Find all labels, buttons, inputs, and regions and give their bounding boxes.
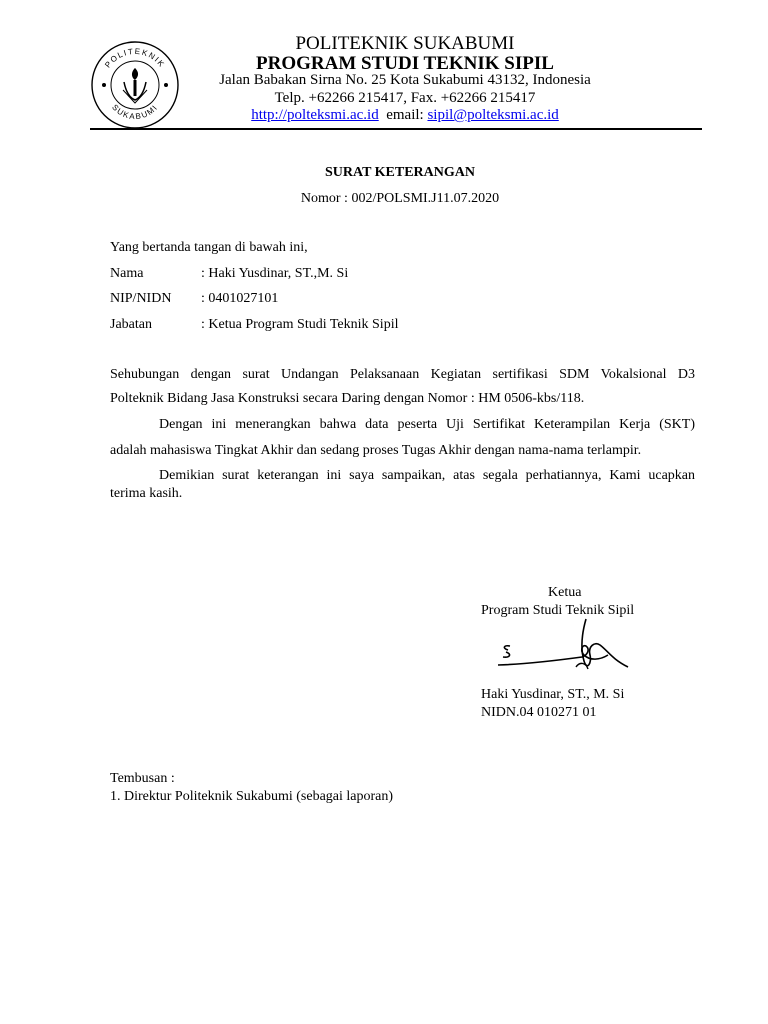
address: Jalan Babakan Sirna No. 25 Kota Sukabumi 43132, Indonesia — [219, 72, 591, 88]
email-label: email: — [386, 107, 424, 123]
field-value-position: : Ketua Program Studi Teknik Sipil — [201, 317, 399, 332]
paragraph-2-line-1: Dengan ini menerangkan bahwa data peserta Uji Sertifikat Keterampilan Kerja (SKT) — [159, 417, 695, 432]
program-name: PROGRAM STUDI TEKNIK SIPIL — [256, 53, 554, 74]
opening-line: Yang bertanda tangan di bawah ini, — [110, 240, 308, 255]
paragraph-1-line-2: Polteknik Bidang Jasa Konstruksi secara Daring dengan Nomor : HM 0506-kbs/118. — [110, 391, 585, 406]
document-title: SURAT KETERANGAN — [324, 165, 475, 180]
signature-unit: Program Studi Teknik Sipil — [481, 603, 635, 618]
paragraph-3-line-1: Demikian surat keterangan ini saya sampaikan, atas segala perhatiannya, Kami ucapkan — [159, 468, 695, 483]
field-label-name: Nama — [110, 266, 144, 281]
institution-name: POLITEKNIK SUKABUMI — [295, 33, 515, 54]
field-value-name: : Haki Yusdinar, ST.,M. Si — [201, 266, 349, 281]
email-link[interactable]: sipil@polteksmi.ac.id — [427, 107, 559, 123]
logo-top-text: POLITEKNIK — [103, 46, 167, 70]
signer-name: Haki Yusdinar, ST., M. Si — [481, 687, 625, 702]
document-number: Nomor : 002/POLSMI.J11.07.2020 — [300, 191, 500, 206]
field-label-position: Jabatan — [110, 317, 152, 332]
copy-to-label: Tembusan : — [110, 771, 175, 786]
svg-text:POLITEKNIK — [103, 47, 167, 70]
website-link[interactable]: http://polteksmi.ac.id — [251, 107, 379, 123]
svg-text:SUKABUMI — [110, 103, 160, 122]
contact-line — [200, 107, 610, 124]
institution-emblem-icon — [90, 40, 180, 130]
letterhead-divider — [90, 128, 702, 130]
paragraph-2-line-2: adalah mahasiswa Tingkat Akhir dan sedang proses Tugas Akhir dengan nama-nama terlampir. — [110, 443, 642, 458]
paragraph-3-line-2: terima kasih. — [110, 486, 183, 501]
signer-nidn: NIDN.04 010271 01 — [481, 705, 597, 720]
field-label-nip: NIP/NIDN — [110, 291, 172, 306]
signature-role: Ketua — [548, 585, 582, 600]
phone-fax: Telp. +62266 215417, Fax. +62266 215417 — [274, 90, 536, 106]
copy-to-item: 1. Direktur Politeknik Sukabumi (sebagai laporan) — [110, 789, 394, 804]
handwritten-signature — [490, 615, 640, 685]
paragraph-1-line-1: Sehubungan dengan surat Undangan Pelaksanaan Kegiatan sertifikasi SDM Vokalsional D3 — [110, 367, 695, 382]
logo-bottom-text: SUKABUMI — [110, 102, 160, 122]
field-value-nip: : 0401027101 — [201, 291, 279, 306]
